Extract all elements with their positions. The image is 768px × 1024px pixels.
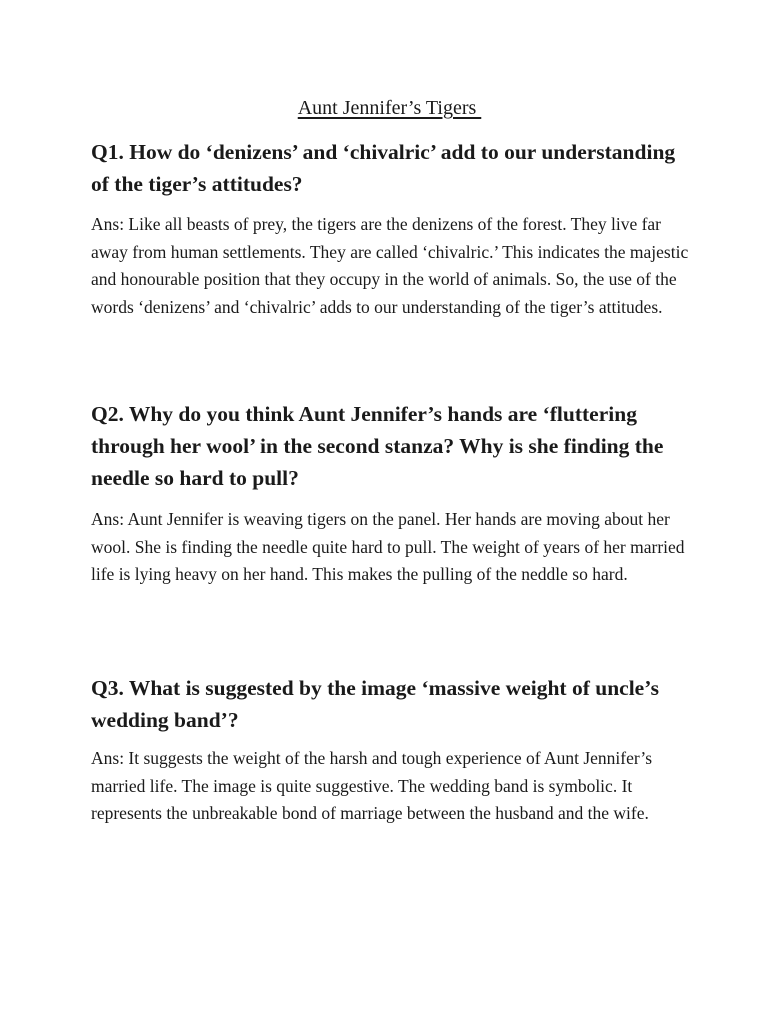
answer-2: Ans: Aunt Jennifer is weaving tigers on the panel. Her hands are moving about her wool. She is finding the needle quite hard to pull. The weight of years of her married life is lying heavy on her hand. This makes the pulling of the neddle so hard. — [91, 509, 685, 585]
question-3: Q3. What is suggested by the image ‘massive weight of uncle’s wedding band’? — [91, 676, 659, 732]
answer-1: Ans: Like all beasts of prey, the tigers are the denizens of the forest. They live far away from human settlements. They are called ‘chivalric.’ This indicates the majestic and honourable position that they occupy in the world of animals. So, the use of the words ‘denizens’ and ‘chivalric’ adds to our understanding of the tiger’s attitudes. — [91, 214, 689, 317]
document-title: Aunt Jennifer’s Tigers — [297, 97, 482, 119]
question-1: Q1. How do ‘denizens’ and ‘chivalric’ add to our understanding of the tiger’s attitudes? — [91, 140, 676, 196]
question-2: Q2. Why do you think Aunt Jennifer’s hands are ‘fluttering through her wool’ in the second stanza? Why is she finding the needle so hard to pull? — [91, 402, 664, 490]
answer-3: Ans: It suggests the weight of the harsh and tough experience of Aunt Jennifer’s married life. The image is quite suggestive. The wedding band is symbolic. It represents the unbreakable bond of marriage between the husband and the wife. — [91, 748, 653, 824]
